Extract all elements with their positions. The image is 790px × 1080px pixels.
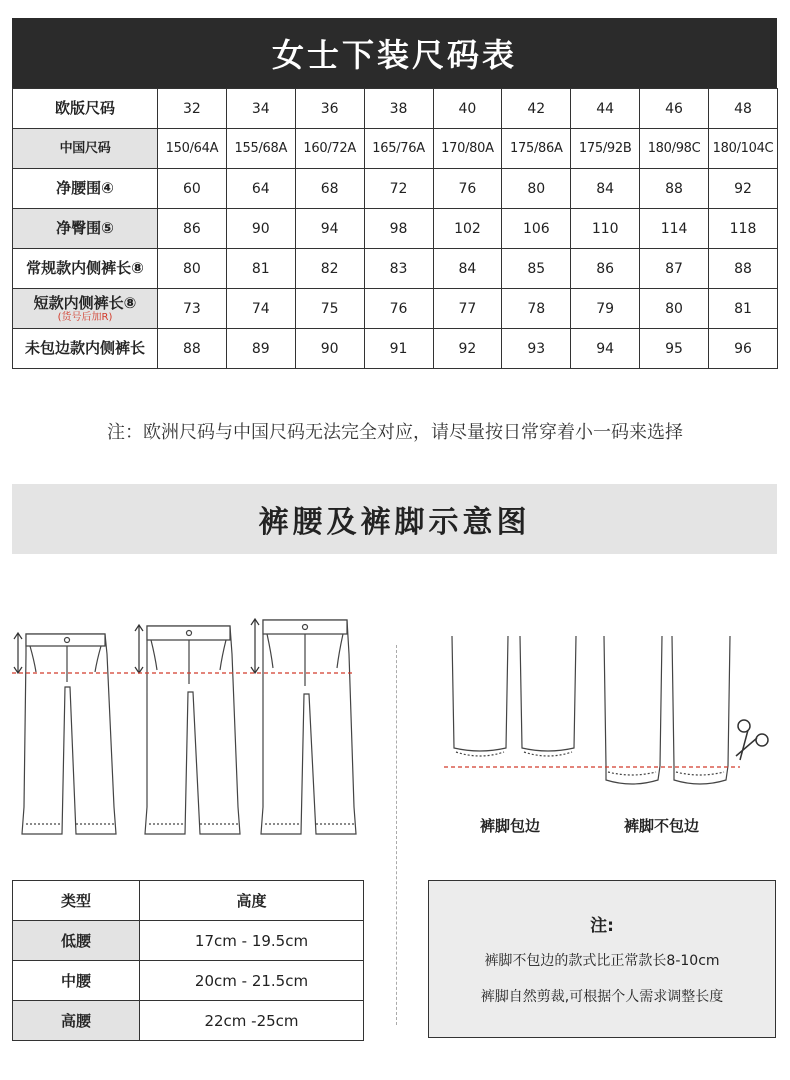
size-cell: 36 [295, 89, 364, 129]
size-cell: 81 [709, 289, 778, 329]
size-row [13, 89, 778, 129]
size-cell: 68 [295, 169, 364, 209]
size-cell: 75 [295, 289, 364, 329]
size-cell: 155/68A [226, 129, 295, 169]
hem-diagram [440, 636, 785, 796]
size-cell: 91 [364, 329, 433, 369]
rise-row [13, 921, 364, 961]
size-cell: 34 [226, 89, 295, 129]
size-row [13, 329, 778, 369]
size-cell: 46 [640, 89, 709, 129]
rise-row [13, 1001, 364, 1041]
rise-height-cell: 20cm - 21.5cm [140, 961, 364, 1001]
size-cell: 150/64A [158, 129, 227, 169]
size-cell: 94 [295, 209, 364, 249]
size-cell: 42 [502, 89, 571, 129]
size-cell: 48 [709, 89, 778, 129]
rise-row [13, 961, 364, 1001]
size-cell: 82 [295, 249, 364, 289]
size-cell: 92 [433, 329, 502, 369]
size-cell: 170/80A [433, 129, 502, 169]
size-cell: 84 [433, 249, 502, 289]
size-row [13, 289, 778, 329]
page-title: 女士下装尺码表 [12, 18, 777, 88]
size-cell: 110 [571, 209, 640, 249]
size-cell: 44 [571, 89, 640, 129]
size-cell: 89 [226, 329, 295, 369]
size-cell: 72 [364, 169, 433, 209]
size-cell: 96 [709, 329, 778, 369]
size-cell: 88 [709, 249, 778, 289]
rise-height-cell: 22cm -25cm [140, 1001, 364, 1041]
high-rise-pants-illustration [261, 620, 356, 834]
size-cell: 88 [158, 329, 227, 369]
waist-rise-diagram [10, 612, 370, 842]
size-row [13, 129, 778, 169]
size-cell: 98 [364, 209, 433, 249]
size-cell: 80 [502, 169, 571, 209]
size-cell: 88 [640, 169, 709, 209]
size-cell: 180/104C [709, 129, 778, 169]
rise-table [12, 880, 364, 1041]
size-cell: 165/76A [364, 129, 433, 169]
size-cell: 93 [502, 329, 571, 369]
size-cell: 106 [502, 209, 571, 249]
row-header [13, 329, 158, 369]
size-cell: 90 [295, 329, 364, 369]
size-cell: 64 [226, 169, 295, 209]
row-header [13, 249, 158, 289]
size-cell: 92 [709, 169, 778, 209]
size-row [13, 169, 778, 209]
row-label: 未包边款内侧裤长 [24, 339, 145, 357]
size-cell: 77 [433, 289, 502, 329]
divider [396, 645, 397, 1025]
unhemmed-label: 裤脚不包边 [624, 817, 700, 835]
row-label: 中国尺码 [59, 141, 111, 156]
rise-type-cell: 低腰 [13, 921, 140, 961]
size-cell: 86 [571, 249, 640, 289]
size-cell: 79 [571, 289, 640, 329]
size-cell: 175/86A [502, 129, 571, 169]
row-header [13, 129, 158, 169]
row-label: 短款内侧裤长⑧ [33, 293, 137, 312]
row-label: 净腰围④ [56, 179, 114, 197]
size-cell: 85 [502, 249, 571, 289]
size-cell: 95 [640, 329, 709, 369]
hemmed-legs-illustration [452, 636, 576, 756]
size-cell: 74 [226, 289, 295, 329]
size-cell: 180/98C [640, 129, 709, 169]
note-box-line: 裤脚不包边的款式比正常款长8-10cm [484, 953, 720, 969]
size-cell: 78 [502, 289, 571, 329]
unhemmed-legs-illustration [604, 636, 730, 784]
rise-header-height: 高度 [140, 881, 364, 921]
section-title: 裤腰及裤脚示意图 [12, 484, 777, 554]
size-cell: 76 [433, 169, 502, 209]
rise-header-type: 类型 [13, 881, 140, 921]
row-label: 净臀围⑤ [56, 219, 114, 237]
size-cell: 32 [158, 89, 227, 129]
size-cell: 160/72A [295, 129, 364, 169]
rise-header-row [13, 881, 364, 921]
scissors-icon [736, 720, 768, 760]
size-row [13, 209, 778, 249]
rise-type-cell: 中腰 [13, 961, 140, 1001]
row-header [13, 89, 158, 129]
row-sublabel: (货号后加R) [57, 311, 113, 323]
size-cell: 86 [158, 209, 227, 249]
row-header [13, 209, 158, 249]
row-label: 常规款内侧裤长⑧ [26, 259, 144, 277]
size-cell: 80 [158, 249, 227, 289]
size-table [12, 88, 778, 369]
low-rise-pants-illustration [22, 634, 116, 834]
size-cell: 175/92B [571, 129, 640, 169]
row-header [13, 169, 158, 209]
hemmed-label: 裤脚包边 [480, 817, 541, 835]
size-cell: 73 [158, 289, 227, 329]
size-note: 注：欧洲尺码与中国尺码无法完全对应，请尽量按日常穿着小一码来选择 [107, 422, 683, 443]
size-cell: 40 [433, 89, 502, 129]
rise-type-cell: 高腰 [13, 1001, 140, 1041]
size-cell: 76 [364, 289, 433, 329]
mid-rise-pants-illustration [145, 626, 240, 834]
size-cell: 81 [226, 249, 295, 289]
size-cell: 94 [571, 329, 640, 369]
size-row [13, 249, 778, 289]
row-label: 欧版尺码 [54, 99, 115, 117]
hem-note-box [428, 880, 776, 1038]
note-box-line: 裤脚自然剪裁,可根据个人需求调整长度 [480, 989, 724, 1005]
row-header [13, 289, 158, 329]
rise-height-cell: 17cm - 19.5cm [140, 921, 364, 961]
size-cell: 83 [364, 249, 433, 289]
size-cell: 114 [640, 209, 709, 249]
size-cell: 38 [364, 89, 433, 129]
size-cell: 90 [226, 209, 295, 249]
size-cell: 102 [433, 209, 502, 249]
size-cell: 80 [640, 289, 709, 329]
size-cell: 60 [158, 169, 227, 209]
size-cell: 118 [709, 209, 778, 249]
size-cell: 84 [571, 169, 640, 209]
note-box-title: 注: [590, 916, 614, 936]
size-cell: 87 [640, 249, 709, 289]
